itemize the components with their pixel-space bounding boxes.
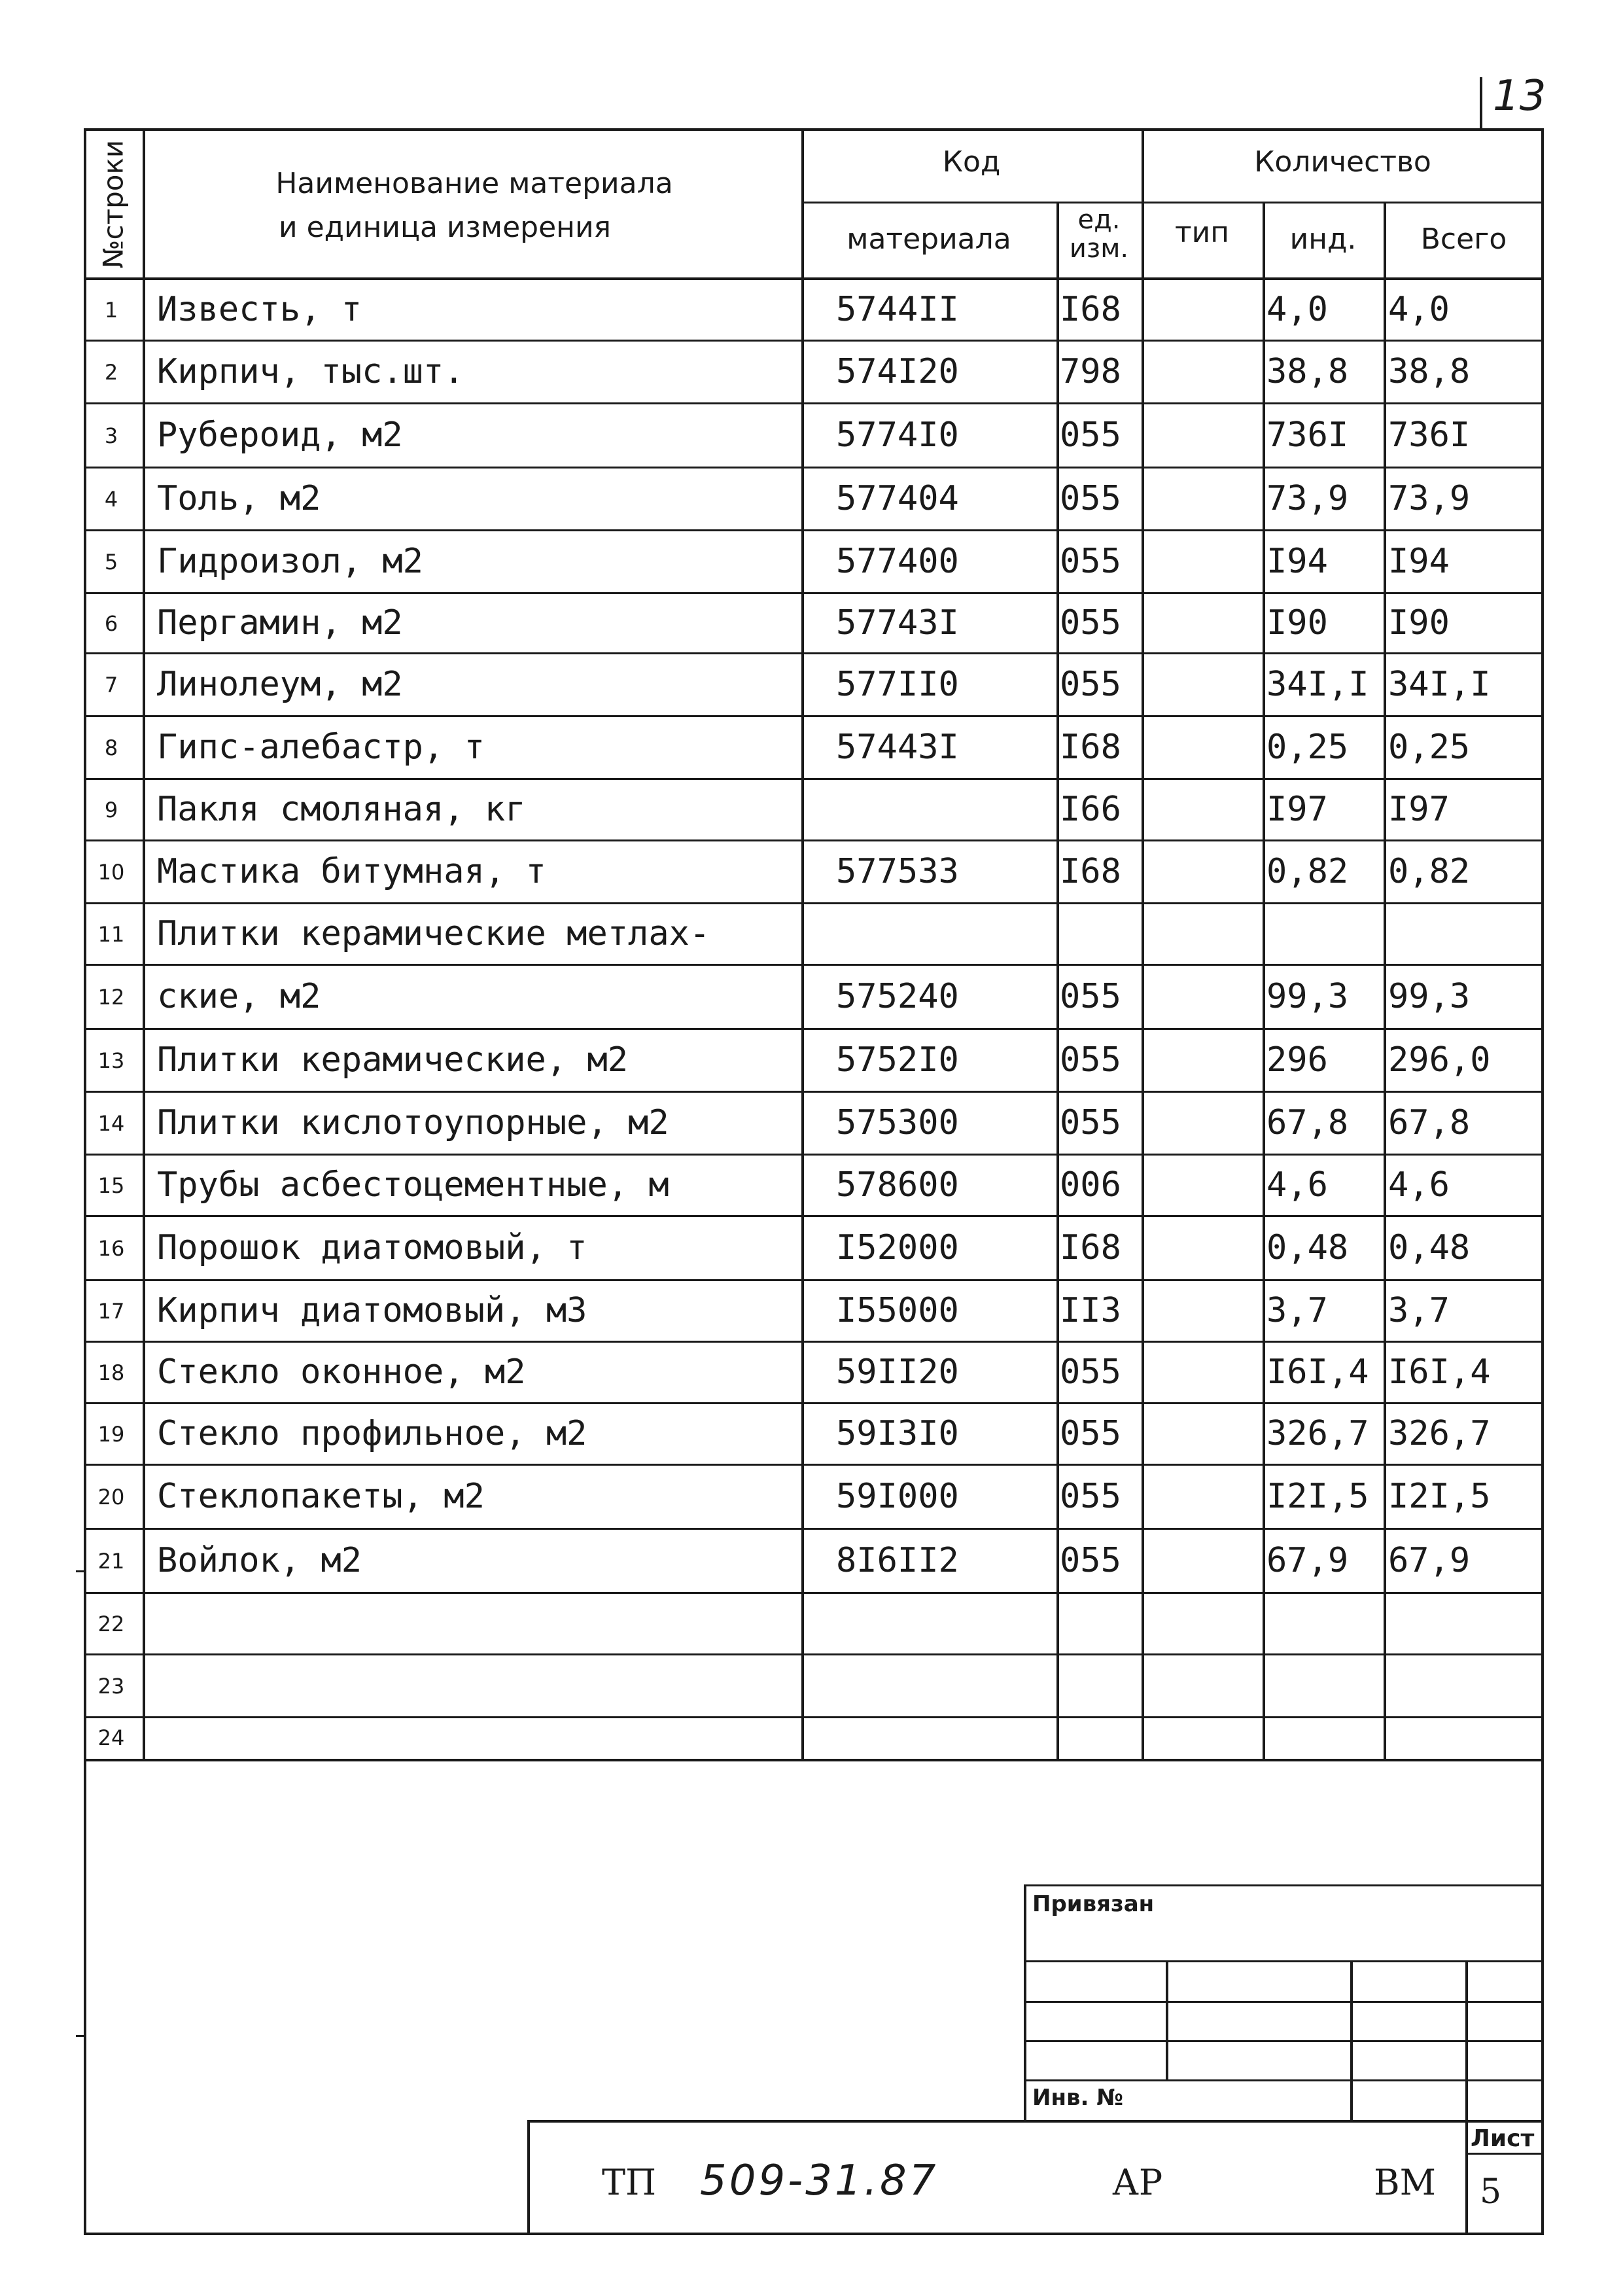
cell-code: 5744II (836, 290, 959, 329)
cell-row-number: 20 (97, 1485, 125, 1510)
cell-unit: I66 (1060, 790, 1121, 829)
col-line-4 (1142, 128, 1144, 1761)
cell-ind: I6I,4 (1266, 1352, 1369, 1392)
cell-code: 575240 (836, 977, 959, 1016)
cell-code: 57443I (836, 728, 959, 767)
cell-total: 736I (1388, 415, 1471, 455)
cell-total: 3,7 (1388, 1291, 1450, 1330)
cell-row-number: 15 (97, 1173, 125, 1198)
cell-code: 577404 (836, 479, 959, 518)
unit-header-line2: изм. (1069, 234, 1129, 264)
stamp-sheet-divider (1465, 2120, 1468, 2235)
row-divider (84, 715, 1544, 717)
cell-row-number: 6 (104, 611, 118, 636)
cell-total: 0,25 (1388, 728, 1471, 767)
ind-header: инд. (1289, 222, 1357, 256)
name-header-line2: и единица измерения (278, 211, 612, 244)
cell-name: Плитки керамические, м2 (157, 1040, 629, 1080)
cell-unit: I68 (1060, 852, 1121, 891)
stamp-col-3 (1465, 1960, 1468, 2120)
cell-row-number: 24 (97, 1725, 125, 1750)
cell-total: 326,7 (1388, 1414, 1491, 1453)
cell-row-number: 3 (104, 423, 118, 448)
page-number: 13 (1493, 72, 1546, 120)
cell-row-number: 2 (104, 360, 118, 385)
cell-total: I94 (1388, 542, 1450, 581)
cell-row-number: 14 (97, 1111, 125, 1136)
row-divider (84, 1402, 1544, 1404)
frame-bottom-border (84, 2233, 1544, 2235)
margin-mark (76, 1570, 85, 1572)
cell-total: 296,0 (1388, 1040, 1491, 1080)
cell-ind: 326,7 (1266, 1414, 1369, 1453)
cell-name: Стеклопакеты, м2 (157, 1477, 485, 1516)
cell-unit: 055 (1060, 665, 1121, 704)
row-divider (84, 778, 1544, 780)
unit-header (1056, 205, 1142, 263)
cell-name: Толь, м2 (157, 479, 321, 518)
row-divider (84, 1215, 1544, 1217)
cell-total: 73,9 (1388, 479, 1471, 518)
stamp-col-2 (1350, 1960, 1353, 2120)
stamp-sheet-value: 5 (1480, 2172, 1502, 2212)
cell-total: 34I,I (1388, 665, 1491, 704)
cell-row-number: 1 (104, 298, 118, 323)
cell-code: 578600 (836, 1165, 959, 1205)
cell-ind: 34I,I (1266, 665, 1369, 704)
cell-total: 67,8 (1388, 1103, 1471, 1142)
cell-unit: 006 (1060, 1165, 1121, 1205)
cell-row-number: 13 (97, 1048, 125, 1073)
name-header-line1: Наименование материала (275, 167, 673, 200)
cell-code: 57743I (836, 603, 959, 643)
table-bottom-border (84, 1759, 1544, 1761)
cell-total: I97 (1388, 790, 1450, 829)
row-divider (84, 1091, 1544, 1093)
stamp-main-left-line (527, 2120, 530, 2235)
row-divider (84, 402, 1544, 404)
cell-name: Мастика битумная, т (157, 852, 546, 891)
cell-ind: 4,6 (1266, 1165, 1328, 1205)
row-divider (84, 1716, 1544, 1718)
cell-name: Известь, т (157, 290, 362, 329)
cell-total: 0,82 (1388, 852, 1471, 891)
cell-code: I52000 (836, 1228, 959, 1267)
cell-total: I2I,5 (1388, 1477, 1491, 1516)
cell-name: Стекло оконное, м2 (157, 1352, 526, 1392)
row-divider (84, 592, 1544, 594)
cell-name: Гипс-алебастр, т (157, 728, 485, 767)
code-header: Код (942, 145, 1001, 179)
cell-unit: II3 (1060, 1291, 1121, 1330)
cell-code: 8I6II2 (836, 1541, 959, 1580)
cell-unit: 055 (1060, 479, 1121, 518)
cell-ind: I97 (1266, 790, 1328, 829)
stamp-top-line (1024, 1884, 1544, 1886)
cell-row-number: 7 (104, 673, 118, 698)
cell-code: 575300 (836, 1103, 959, 1142)
row-divider (84, 1592, 1544, 1594)
type-header: тип (1175, 216, 1229, 249)
row-divider (84, 1528, 1544, 1530)
cell-unit: 055 (1060, 603, 1121, 643)
row-divider (84, 964, 1544, 966)
cell-ind: I94 (1266, 542, 1328, 581)
cell-row-number: 16 (97, 1236, 125, 1261)
cell-row-number: 11 (97, 922, 125, 947)
cell-unit: 055 (1060, 1477, 1121, 1516)
margin-mark (76, 2035, 85, 2037)
cell-name: Стекло профильное, м2 (157, 1414, 587, 1453)
cell-ind: 67,8 (1266, 1103, 1349, 1142)
cell-unit: 055 (1060, 977, 1121, 1016)
col-line-2 (801, 128, 804, 1761)
stamp-sheet-line (1465, 2153, 1544, 2155)
cell-code: 5774I0 (836, 415, 959, 455)
cell-row-number: 23 (97, 1674, 125, 1699)
cell-unit: 055 (1060, 415, 1121, 455)
row-divider (84, 839, 1544, 841)
cell-name: Линолеум, м2 (157, 665, 403, 704)
cell-ind: 67,9 (1266, 1541, 1349, 1580)
cell-ind: 296 (1266, 1040, 1328, 1080)
cell-total: I6I,4 (1388, 1352, 1491, 1392)
stamp-ar: АР (1112, 2162, 1163, 2203)
cell-name: Плитки керамические метлах- (157, 914, 710, 953)
cell-name: Порошок диатомовый, т (157, 1228, 587, 1267)
frame-right-border (1541, 128, 1544, 2235)
cell-name: Кирпич диатомовый, м3 (157, 1291, 587, 1330)
cell-unit: 055 (1060, 1040, 1121, 1080)
stamp-tp: ТП (602, 2162, 657, 2203)
row-divider (84, 1028, 1544, 1030)
cell-total: 0,48 (1388, 1228, 1471, 1267)
cell-name: Пакля смоляная, кг (157, 790, 526, 829)
stamp-project-number: 509-31.87 (700, 2157, 939, 2205)
cell-name: Гидроизол, м2 (157, 542, 423, 581)
cell-unit: 055 (1060, 1414, 1121, 1453)
row-divider (84, 1464, 1544, 1466)
col-line-1 (143, 128, 145, 1761)
stamp-vm: ВМ (1374, 2162, 1436, 2203)
cell-ind: 38,8 (1266, 352, 1349, 391)
row-divider (84, 652, 1544, 654)
stamp-main-top-line (527, 2120, 1544, 2123)
cell-ind: 4,0 (1266, 290, 1328, 329)
cell-unit: 055 (1060, 1352, 1121, 1392)
cell-unit: I68 (1060, 1228, 1121, 1267)
cell-code: 577533 (836, 852, 959, 891)
stamp-sheet-label: Лист (1471, 2125, 1535, 2152)
stamp-col-1 (1166, 1960, 1168, 2079)
cell-unit: 055 (1060, 542, 1121, 581)
cell-row-number: 17 (97, 1299, 125, 1324)
cell-code: 577400 (836, 542, 959, 581)
total-header: Всего (1420, 222, 1507, 256)
cell-name: Пергамин, м2 (157, 603, 403, 643)
cell-total: 38,8 (1388, 352, 1471, 391)
row-divider (84, 529, 1544, 531)
cell-name: Рубероид, м2 (157, 415, 403, 455)
stamp-linked-label: Привязан (1032, 1891, 1155, 1917)
cell-code: 5752I0 (836, 1040, 959, 1080)
row-number-header (84, 131, 143, 277)
header-bottom-border (84, 277, 1544, 280)
cell-row-number: 19 (97, 1422, 125, 1447)
cell-code: 574I20 (836, 352, 959, 391)
row-divider (84, 467, 1544, 468)
cell-name: Войлок, м2 (157, 1541, 362, 1580)
cell-total: I90 (1388, 603, 1450, 643)
code-material-header: материала (846, 222, 1011, 256)
cell-row-number: 10 (97, 860, 125, 885)
page-number-divider (1480, 77, 1482, 128)
quantity-header: Количество (1254, 145, 1431, 179)
cell-unit: 055 (1060, 1103, 1121, 1142)
row-number-header-label: №строки (97, 139, 130, 269)
cell-ind: I2I,5 (1266, 1477, 1369, 1516)
cell-total: 4,6 (1388, 1165, 1450, 1205)
cell-ind: 736I (1266, 415, 1349, 455)
cell-row-number: 9 (104, 798, 118, 822)
cell-name: Плитки кислотоупорные, м2 (157, 1103, 669, 1142)
cell-total: 99,3 (1388, 977, 1471, 1016)
row-divider (84, 902, 1544, 904)
cell-row-number: 4 (104, 487, 118, 512)
cell-ind: 73,9 (1266, 479, 1349, 518)
cell-row-number: 12 (97, 985, 125, 1010)
cell-total: 67,9 (1388, 1541, 1471, 1580)
cell-row-number: 21 (97, 1549, 125, 1574)
cell-name: Трубы асбестоцементные, м (157, 1165, 669, 1205)
cell-ind: 0,25 (1266, 728, 1349, 767)
table-top-border (84, 128, 1544, 131)
cell-row-number: 8 (104, 735, 118, 760)
cell-row-number: 5 (104, 550, 118, 574)
cell-ind: 0,48 (1266, 1228, 1349, 1267)
cell-name: ские, м2 (157, 977, 321, 1016)
cell-unit: I68 (1060, 290, 1121, 329)
cell-ind: 99,3 (1266, 977, 1349, 1016)
cell-ind: 0,82 (1266, 852, 1349, 891)
stamp-inv-label: Инв. № (1032, 2085, 1124, 2111)
row-divider (84, 1653, 1544, 1655)
cell-ind: 3,7 (1266, 1291, 1328, 1330)
cell-code: 59II20 (836, 1352, 959, 1392)
cell-unit: I68 (1060, 728, 1121, 767)
cell-ind: I90 (1266, 603, 1328, 643)
cell-code: 577II0 (836, 665, 959, 704)
cell-code: 59I3I0 (836, 1414, 959, 1453)
row-divider (84, 340, 1544, 342)
row-divider (84, 1279, 1544, 1281)
cell-row-number: 18 (97, 1360, 125, 1385)
cell-total: 4,0 (1388, 290, 1450, 329)
cell-name: Кирпич, тыс.шт. (157, 352, 464, 391)
row-divider (84, 1341, 1544, 1343)
cell-unit: 055 (1060, 1541, 1121, 1580)
cell-code: I55000 (836, 1291, 959, 1330)
cell-row-number: 22 (97, 1612, 125, 1636)
header-mid-line (801, 202, 1544, 203)
row-divider (84, 1154, 1544, 1156)
cell-code: 59I000 (836, 1477, 959, 1516)
unit-header-line1: ед. (1077, 205, 1121, 235)
cell-unit: 798 (1060, 352, 1121, 391)
